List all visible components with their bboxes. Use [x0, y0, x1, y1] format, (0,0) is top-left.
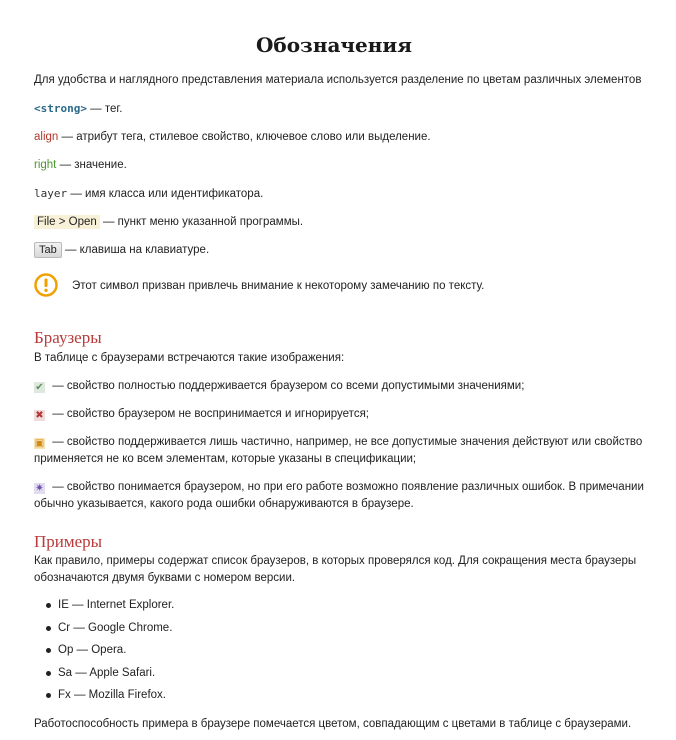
browser-item-text: — свойство поддерживается лишь частично, например, не все допустимые значения действуют или свойство применяется не ко всем элементам, которые указаны в спецификации; — [34, 436, 643, 465]
legend-menu — [34, 214, 303, 230]
class-description: — имя класса или идентификатора. — [67, 188, 264, 200]
browser-item-none — [34, 406, 369, 422]
partial-icon: ▣ — [34, 438, 45, 449]
legend-attr — [34, 129, 431, 145]
legend-value — [34, 157, 127, 173]
value-example: right — [34, 159, 57, 171]
attr-description: — атрибут тега, стилевое свойство, ключевое слово или выделение. — [58, 131, 431, 143]
menu-example: File > Open — [34, 215, 100, 229]
list-item: Sa — Apple Safari. — [58, 665, 174, 688]
legend-class — [34, 186, 263, 202]
examples-intro: Как правило, примеры содержат список браузеров, в которых проверялся код. Для сокращения места браузеры обозначаются двумя буквами с номером версии. — [34, 555, 637, 584]
value-description: — значение. — [56, 159, 127, 171]
check-icon: ✔ — [35, 382, 44, 393]
list-item: IE — Internet Explorer. — [58, 597, 174, 620]
bug-icon: ✷ — [35, 483, 44, 494]
browser-item-text: — свойство браузером не воспринимается и игнорируется; — [49, 408, 369, 420]
tag-example: <strong> — [34, 102, 87, 115]
list-item: Cr — Google Chrome. — [58, 620, 174, 643]
browser-item-full — [34, 378, 524, 394]
intro-text: Для удобства и наглядного представления материала используется разделение по цветам различных элементов — [34, 74, 642, 86]
browser-abbreviation-list — [34, 597, 174, 710]
legend-key — [34, 242, 209, 258]
class-example: layer — [34, 187, 68, 200]
examples-outro: Работоспособность примера в браузере помечается цветом, совпадающим с цветами в таблице с браузерами. — [34, 718, 632, 730]
key-description: — клавиша на клавиатуре. — [61, 244, 210, 256]
browser-item-partial — [34, 434, 674, 468]
cross-icon: ✖ — [35, 410, 44, 421]
key-example: Tab — [34, 242, 62, 258]
menu-description: — пункт меню указанной программы. — [99, 216, 304, 228]
list-item: Op — Opera. — [58, 642, 174, 665]
warning-icon — [34, 273, 58, 302]
browsers-intro: В таблице с браузерами встречаются такие изображения: — [34, 352, 345, 364]
page-title: Обозначения — [255, 33, 413, 57]
tag-description: — тег. — [86, 103, 123, 115]
note-description: Этот символ призван привлечь внимание к некоторому замечанию по тексту. — [72, 280, 485, 292]
browser-item-text: — свойство полностью поддерживается браузером со всеми допустимыми значениями; — [49, 380, 525, 392]
browsers-heading: Браузеры — [34, 328, 102, 347]
attr-example: align — [34, 131, 59, 143]
list-item: Fx — Mozilla Firefox. — [58, 687, 174, 710]
browser-item-text: — свойство понимается браузером, но при его работе возможно появление различных ошибок. В примечании обычно указывается, какого рода ошибки обнаруживаются в браузере. — [34, 481, 644, 510]
browser-item-bug — [34, 479, 674, 513]
examples-heading: Примеры — [34, 532, 103, 551]
legend-tag — [34, 101, 122, 117]
